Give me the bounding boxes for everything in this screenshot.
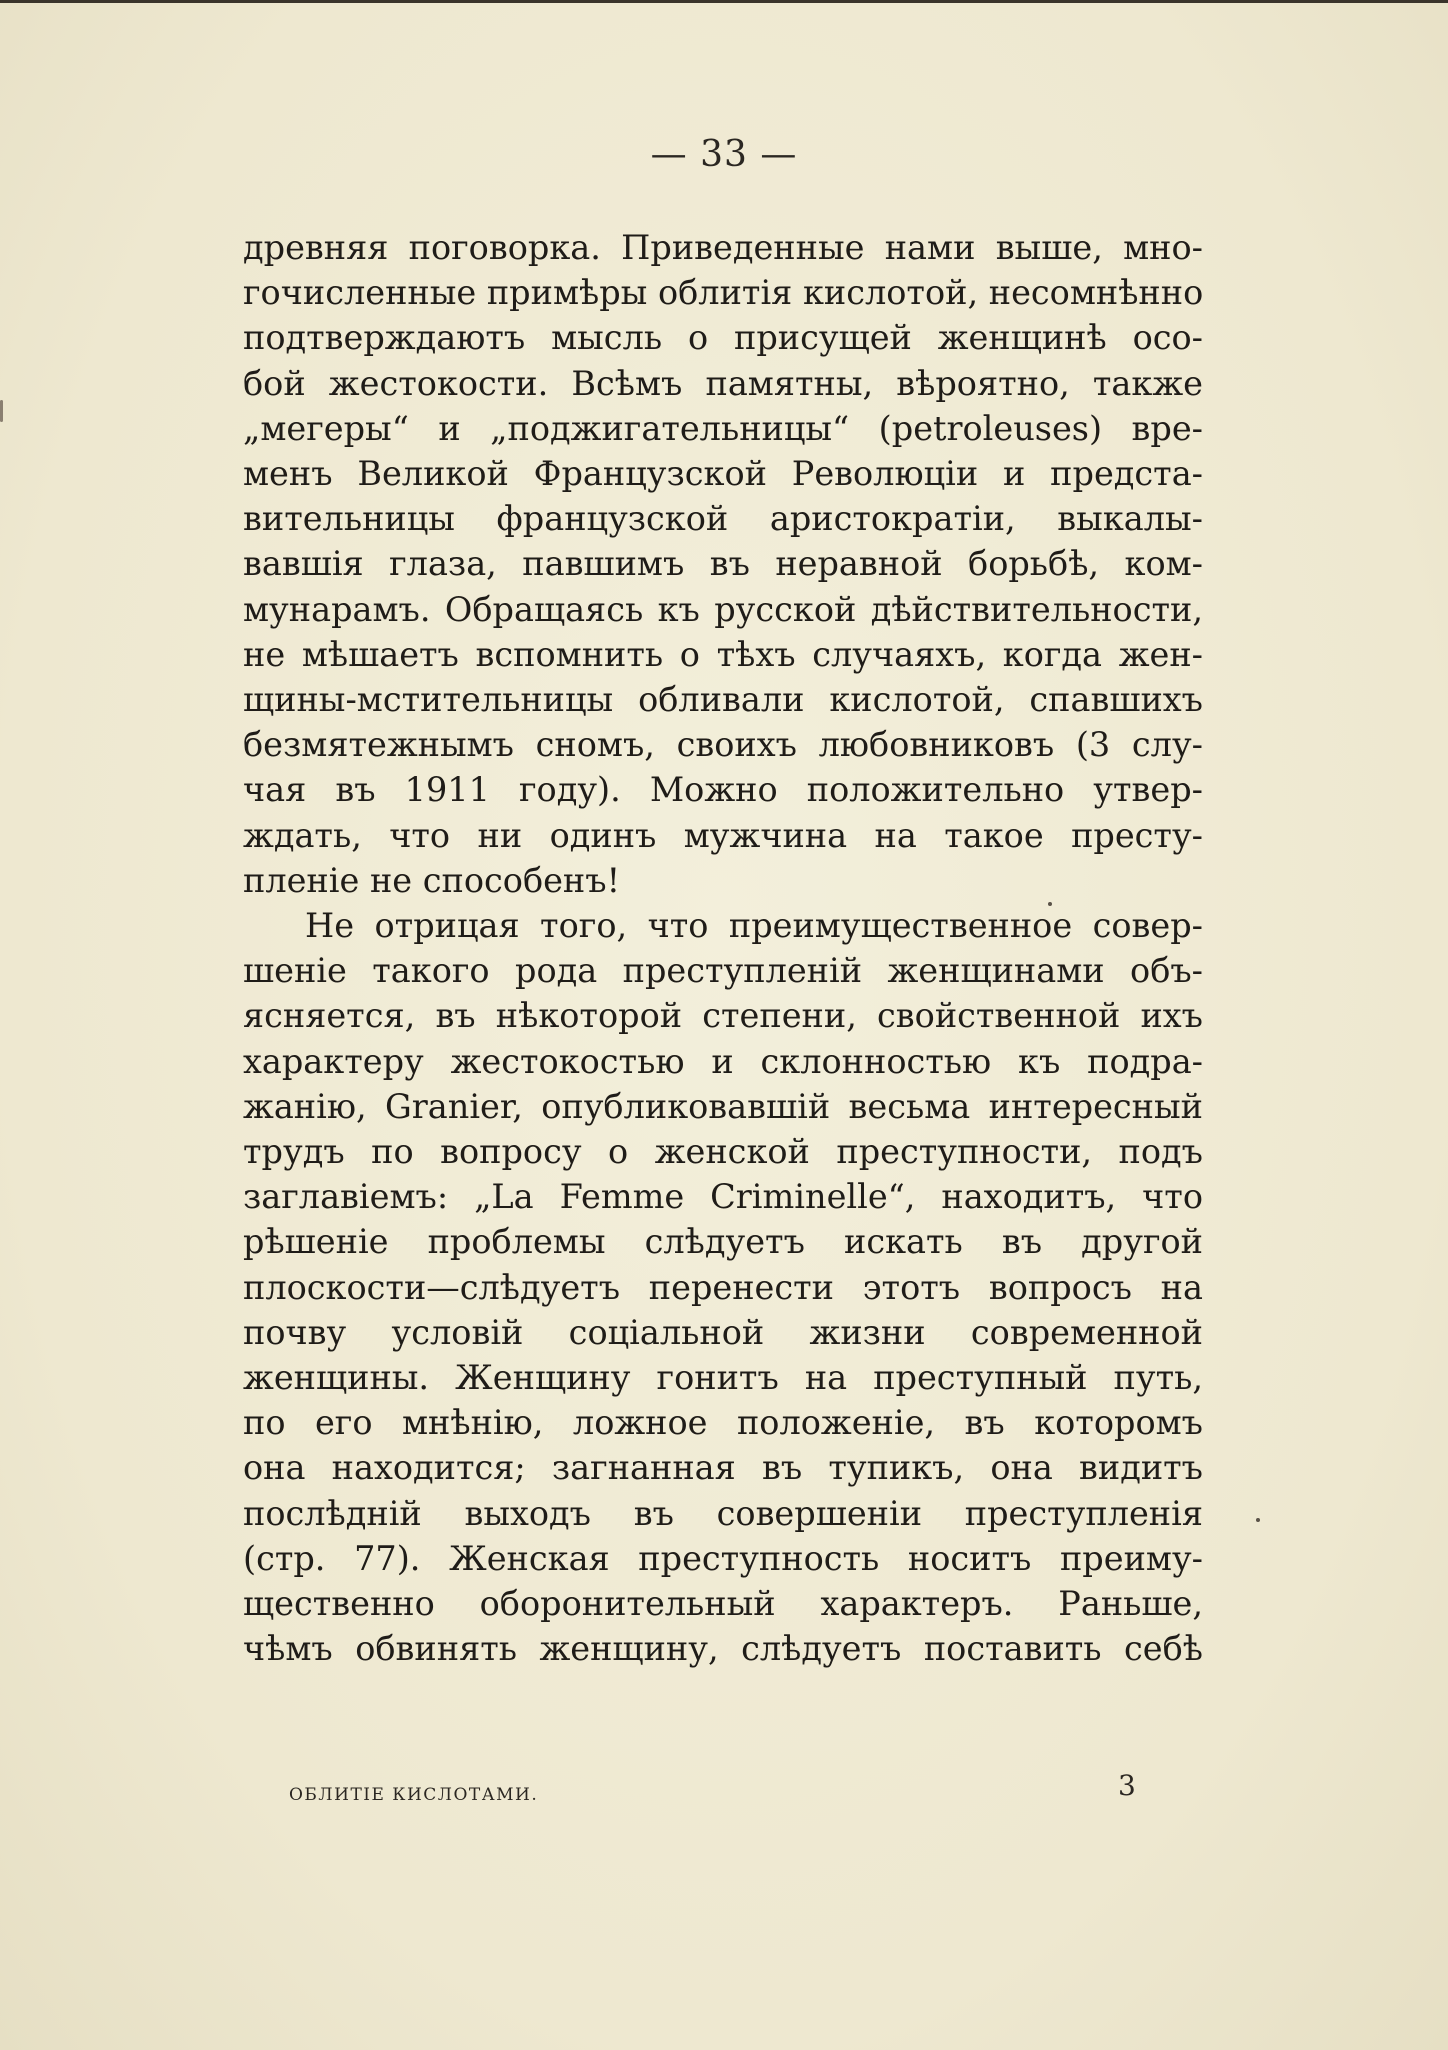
text-line: гочисленные примѣры облитія кислотой, несомнѣнно [243, 273, 1204, 313]
text-line: заглавіемъ: „La Femme Criminelle“, находитъ, что [243, 1177, 1203, 1217]
text-line: она находится; загнанная въ тупикъ, она видитъ [243, 1448, 1203, 1488]
text-line: почву условій соціальной жизни современной [243, 1312, 1203, 1352]
text-line: менъ Великой Французской Революціи и предста- [243, 454, 1203, 494]
text-line: не мѣшаетъ вспомнить о тѣхъ случаяхъ, когда жен- [243, 634, 1203, 674]
text-line: мунарамъ. Обращаясь къ русской дѣйствительности, [243, 589, 1203, 629]
text-line-paragraph-end: пленіе не способенъ! [243, 860, 621, 900]
text-line-paragraph-start: Не отрицая того, что преимущественное совер- [305, 906, 1203, 946]
text-line: вительницы французской аристократіи, выкалы- [243, 499, 1203, 539]
text-line: плоскости—слѣдуетъ перенести этотъ вопросъ на [243, 1267, 1203, 1307]
text-line: бой жестокости. Всѣмъ памятны, вѣроятно, также [243, 363, 1203, 403]
text-line: (стр. 77). Женская преступность носитъ преиму- [243, 1538, 1203, 1578]
text-line: женщины. Женщину гонитъ на преступный путь, [243, 1358, 1203, 1398]
text-line: ясняется, въ нѣкоторой степени, свойственной ихъ [243, 996, 1203, 1036]
page-number: — 33 — [650, 134, 798, 175]
paper-speck [1256, 1518, 1260, 1522]
text-line: щественно оборонительный характеръ. Раньше, [243, 1584, 1203, 1624]
page-top-edge [0, 0, 1448, 3]
sheet-number: 3 [1118, 1769, 1136, 1802]
text-line: „мегеры“ и „поджигательницы“ (petroleuses) вре- [243, 408, 1203, 448]
text-line: жанію, Granier, опубликовавшій весьма интересный [243, 1086, 1203, 1126]
body-text [243, 225, 1203, 1672]
text-line: древняя поговорка. Приведенные нами выше, мно- [243, 228, 1203, 267]
text-line: чѣмъ обвинять женщину, слѣдуетъ поставить себѣ [243, 1629, 1203, 1669]
text-line: ждать, что ни одинъ мужчина на такое престу- [243, 815, 1203, 855]
text-line: послѣдній выходъ въ совершеніи преступленія [243, 1493, 1203, 1533]
signature-mark: ОБЛИТІЕ КИСЛОТАМИ. [289, 1785, 539, 1805]
text-line: безмятежнымъ сномъ, своихъ любовниковъ (3 слу- [243, 725, 1203, 765]
text-line: рѣшеніе проблемы слѣдуетъ искать въ другой [243, 1222, 1203, 1262]
text-line: чая въ 1911 году). Можно положительно утвер- [243, 770, 1203, 810]
text-line: подтверждаютъ мысль о присущей женщинѣ осо- [243, 318, 1203, 358]
text-line: характеру жестокостью и склонностью къ подра- [243, 1041, 1203, 1081]
text-line: вавшія глаза, павшимъ въ неравной борьбѣ, ком- [243, 544, 1203, 584]
text-line: трудъ по вопросу о женской преступности, подъ [243, 1132, 1203, 1172]
text-line: по его мнѣнію, ложное положеніе, въ которомъ [243, 1403, 1203, 1443]
paper-speck [1048, 902, 1052, 906]
paper-speck [0, 400, 3, 422]
text-line: щины-мстительницы обливали кислотой, спавшихъ [243, 680, 1203, 720]
text-line: шеніе такого рода преступленій женщинами объ- [243, 951, 1203, 991]
